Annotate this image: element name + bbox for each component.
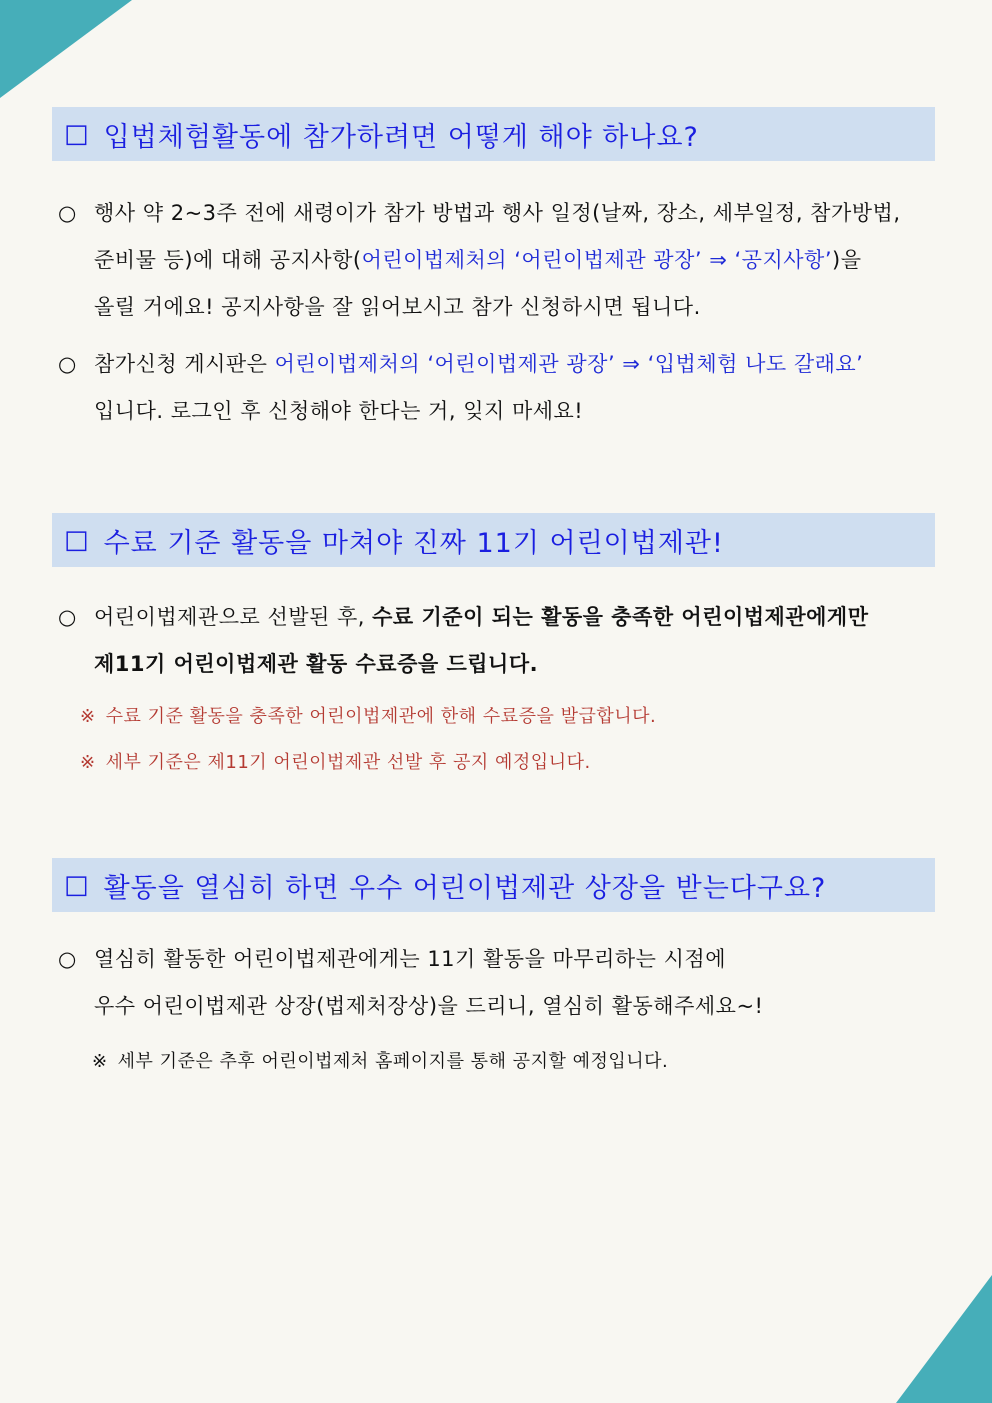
note-text: 수료 기준 활동을 충족한 어린이법제관에 한해 수료증을 발급합니다. xyxy=(105,706,657,727)
section-heading-participation xyxy=(52,107,935,161)
paragraph-text: 열심히 활동한 어린이법제관에게는 11기 활동을 마무리하는 시점에 xyxy=(94,947,726,971)
corner-decoration-top-left xyxy=(0,0,132,98)
circle-bullet-icon: ○ xyxy=(58,201,77,225)
note-text: 세부 기준은 추후 어린이법제처 홈페이지를 통해 공지할 예정입니다. xyxy=(117,1051,669,1072)
paragraph-completion-certificate xyxy=(58,594,946,688)
paragraph-text: 행사 약 2~3주 전에 새령이가 참가 방법과 행사 일정(날짜, 장소, 세부일정, 참가방법, xyxy=(94,201,901,225)
section-title: 입법체험활동에 참가하려면 어떻게 해야 하나요? xyxy=(103,121,699,153)
reference-mark-icon: ※ xyxy=(80,706,96,727)
paragraph-application-board xyxy=(58,341,946,435)
note-detailed-criteria xyxy=(80,748,591,774)
paragraph-text: 올릴 거에요! 공지사항을 잘 읽어보시고 참가 신청하시면 됩니다. xyxy=(94,295,701,319)
checkbox-square-icon: □ xyxy=(64,119,90,149)
reference-mark-icon: ※ xyxy=(92,1051,108,1072)
reference-mark-icon: ※ xyxy=(80,752,96,773)
circle-bullet-icon: ○ xyxy=(58,352,77,376)
paragraph-text-bold: 제11기 어린이법제관 활동 수료증을 드립니다. xyxy=(94,652,539,676)
circle-bullet-icon: ○ xyxy=(58,605,77,629)
paragraph-notice-schedule xyxy=(58,190,946,331)
paragraph-text-bold: 수료 기준이 되는 활동을 충족한 어린이법제관에게만 xyxy=(372,605,869,629)
section-title: 수료 기준 활동을 마쳐야 진짜 11기 어린이법제관! xyxy=(103,527,724,559)
paragraph-text: 우수 어린이법제관 상장(법제처장상)을 드리니, 열심히 활동해주세요~! xyxy=(94,994,764,1018)
note-certificate-issuance xyxy=(80,702,656,728)
paragraph-text: 참가신청 게시판은 xyxy=(94,352,275,376)
paragraph-text: 어린이법제관으로 선발된 후, xyxy=(94,605,373,629)
checkbox-square-icon: □ xyxy=(64,525,90,555)
note-text: 세부 기준은 제11기 어린이법제관 선발 후 공지 예정입니다. xyxy=(105,752,591,773)
section-heading-award xyxy=(52,858,935,912)
paragraph-text: 입니다. 로그인 후 신청해야 한다는 거, 잊지 마세요! xyxy=(94,399,584,423)
paragraph-text: 준비물 등)에 대해 공지사항( xyxy=(94,248,362,272)
paragraph-text: )을 xyxy=(832,248,862,272)
circle-bullet-icon: ○ xyxy=(58,947,77,971)
corner-decoration-bottom-right xyxy=(896,1275,992,1403)
paragraph-excellence-award xyxy=(58,936,946,1030)
checkbox-square-icon: □ xyxy=(64,870,90,900)
note-award-criteria xyxy=(92,1047,668,1073)
section-title: 활동을 열심히 하면 우수 어린이법제관 상장을 받는다구요? xyxy=(103,872,827,904)
section-heading-completion xyxy=(52,513,935,567)
site-path-notice: 어린이법제처의 ‘어린이법제관 광장’ ⇒ ‘공지사항’ xyxy=(361,248,832,272)
site-path-application: 어린이법제처의 ‘어린이법제관 광장’ ⇒ ‘입법체험 나도 갈래요’ xyxy=(274,352,864,376)
